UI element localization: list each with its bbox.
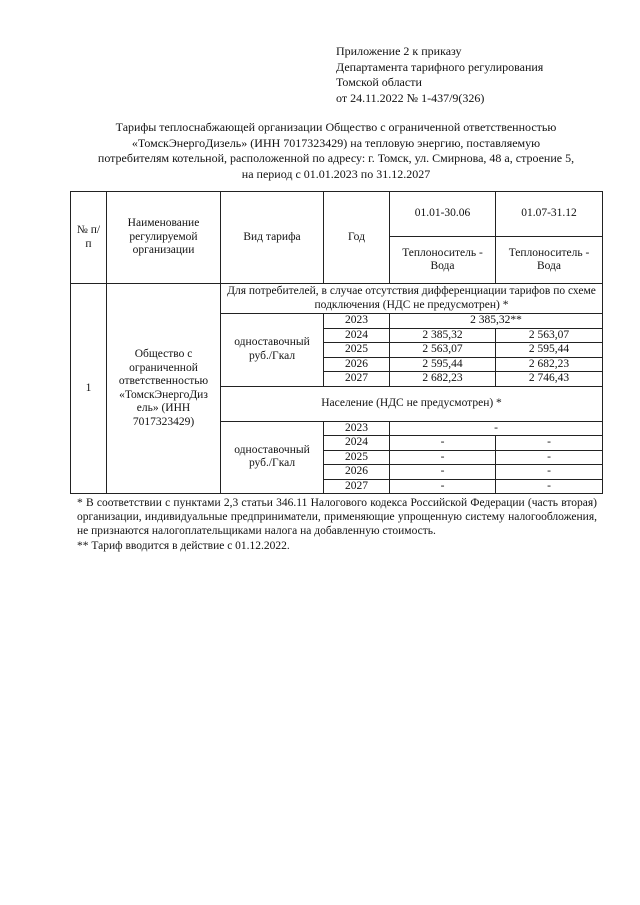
- title-line-3: потребителям котельной, расположенной по адресу: г. Томск, ул. Смирнова, 48 а, строение 5,: [97, 151, 575, 165]
- title-line-1: Тарифы теплоснабжающей организации Общество с ограниченной ответственностью: [115, 120, 557, 134]
- tariff-value-h1: -: [390, 436, 496, 451]
- tariff-value-h1: 2 385,32: [390, 328, 496, 343]
- tariff-value-h1: -: [390, 479, 496, 494]
- tariff-value-h2: 2 595,44: [496, 343, 603, 358]
- tariff-value-merged: 2 385,32**: [390, 314, 603, 329]
- header-line-4: от 24.11.2022 № 1-437/9(326): [336, 90, 485, 105]
- footnotes: [77, 496, 597, 553]
- order-appendix-header: [336, 44, 543, 106]
- year-cell: 2026: [324, 465, 390, 480]
- year-cell: 2027: [324, 372, 390, 387]
- tariff-table: [70, 191, 603, 494]
- header-line-3: Томской области: [336, 75, 422, 89]
- group-consumers-title: Для потребителей, в случае отсутствия дифференциации тарифов по схеме подключения (НДС не предусмотрен) *: [221, 284, 603, 314]
- year-cell: 2024: [324, 436, 390, 451]
- header-carrier-1: Теплоноситель - Вода: [390, 237, 496, 284]
- tariff-value-h1: -: [390, 450, 496, 465]
- footnote-vat: * В соответствии с пунктами 2,3 статьи 346.11 Налогового кодекса Российской Федерации (часть вторая) организации, индивидуальные предприниматели, применяющие упрощенную систему налогообложения, не признаются налогоплательщиками налога на добавленную стоимость.: [77, 497, 597, 538]
- year-cell: 2027: [324, 479, 390, 494]
- tariff-value-h1: 2 563,07: [390, 343, 496, 358]
- header-organization: Наименование регулируемой организации: [107, 192, 221, 284]
- tariff-value-h1: 2 595,44: [390, 357, 496, 372]
- tariff-value-merged: -: [390, 421, 603, 436]
- document-title: [70, 120, 602, 182]
- year-cell: 2025: [324, 450, 390, 465]
- year-cell: 2026: [324, 357, 390, 372]
- organization-name: Общество с ограниченной ответственностью «ТомскЭнергоДиз ель» (ИНН 7017323429): [107, 284, 221, 494]
- tariff-value-h2: -: [496, 465, 603, 480]
- year-cell: 2024: [324, 328, 390, 343]
- tariff-value-h2: 2 746,43: [496, 372, 603, 387]
- year-cell: 2023: [324, 421, 390, 436]
- header-line-1: Приложение 2 к приказу: [336, 44, 462, 58]
- tariff-value-h2: -: [496, 436, 603, 451]
- header-number: № п/п: [71, 192, 107, 284]
- tariff-value-h2: -: [496, 479, 603, 494]
- header-period-1: 01.01-30.06: [390, 192, 496, 237]
- tariff-value-h1: -: [390, 465, 496, 480]
- tariff-value-h2: 2 682,23: [496, 357, 603, 372]
- year-cell: 2025: [324, 343, 390, 358]
- header-tariff-type: Вид тарифа: [221, 192, 324, 284]
- footnote-effective-date: ** Тариф вводится в действие с 01.12.2022.: [77, 539, 290, 552]
- title-line-2: «ТомскЭнергоДизель» (ИНН 7017323429) на тепловую энергию, поставляемую: [131, 135, 541, 150]
- row-number: 1: [71, 284, 107, 494]
- group-consumers-tariff-type: одноставочный руб./Гкал: [221, 314, 324, 387]
- header-line-2: Департамента тарифного регулирования: [336, 59, 544, 74]
- group-population-title: Население (НДС не предусмотрен) *: [221, 386, 603, 421]
- tariff-value-h2: 2 563,07: [496, 328, 603, 343]
- header-carrier-2: Теплоноситель - Вода: [496, 237, 603, 284]
- tariff-value-h2: -: [496, 450, 603, 465]
- header-year: Год: [324, 192, 390, 284]
- title-line-4: на период с 01.01.2023 по 31.12.2027: [241, 166, 431, 181]
- header-period-2: 01.07-31.12: [496, 192, 603, 237]
- tariff-value-h1: 2 682,23: [390, 372, 496, 387]
- year-cell: 2023: [324, 314, 390, 329]
- group-population-tariff-type: одноставочный руб./Гкал: [221, 421, 324, 494]
